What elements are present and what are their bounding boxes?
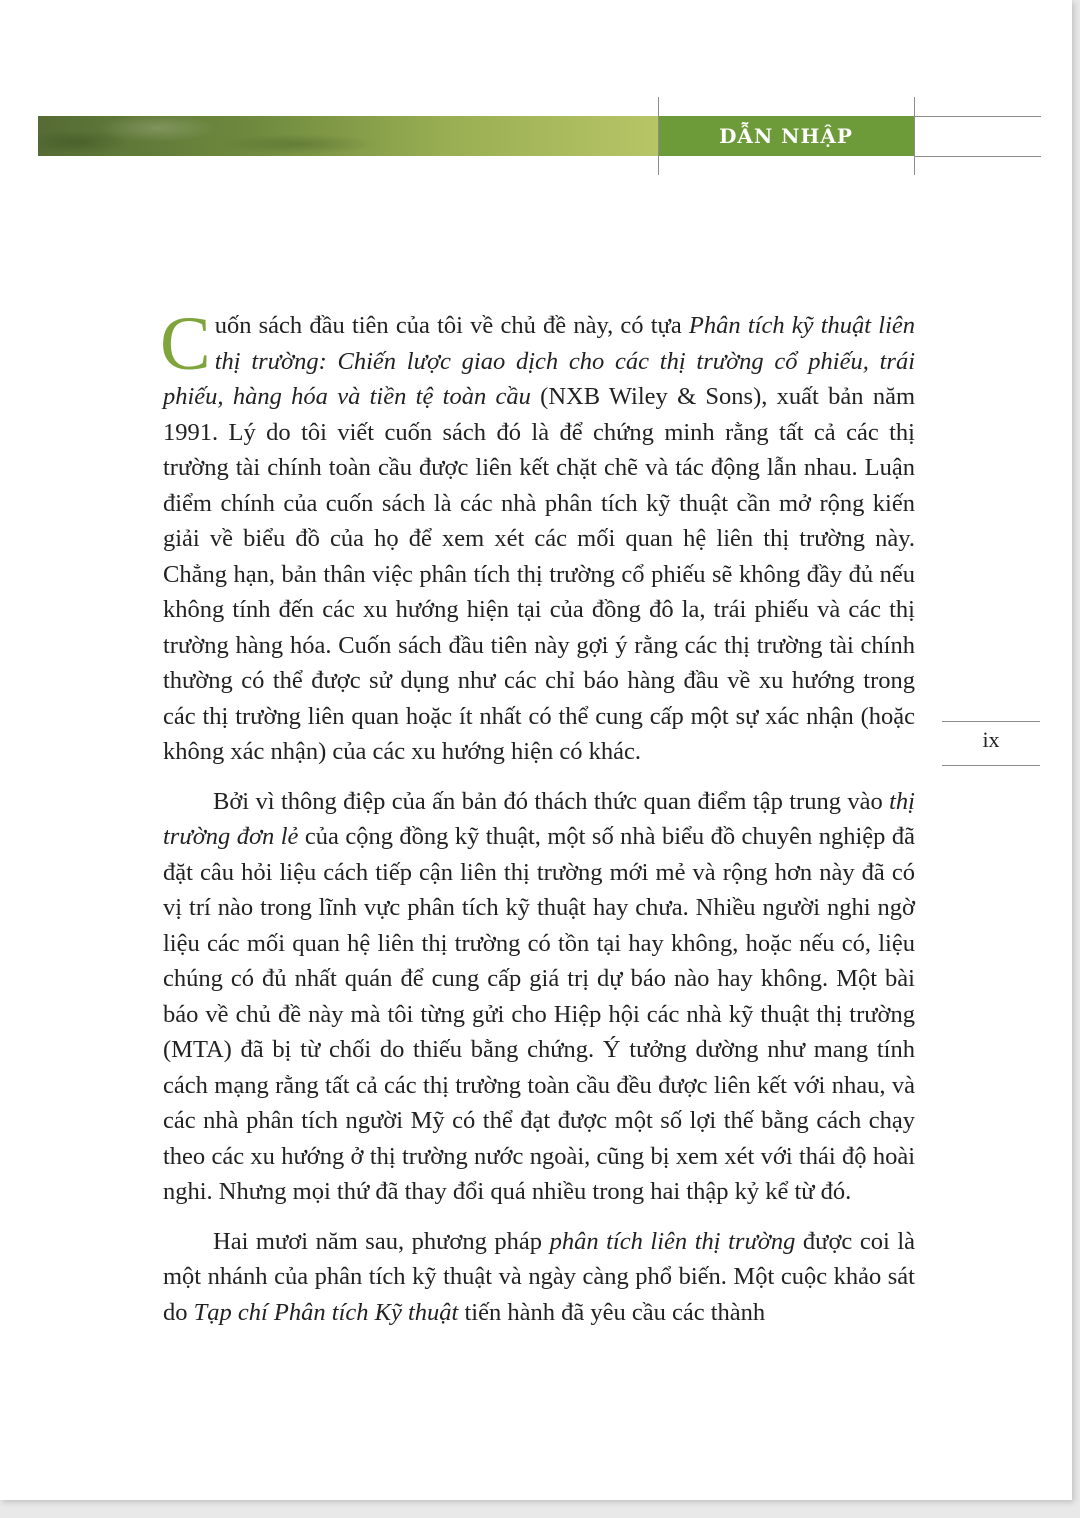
header-rule-top [914,116,1041,117]
emphasis-italic: thị trường đơn lẻ [163,787,915,850]
text-span: Hai mươi năm sau, phương pháp [213,1227,550,1255]
body-text [160,302,916,1330]
header-rule-right [914,97,915,175]
header-rule-left [658,97,659,175]
text-span: (NXB Wiley & Sons), xuất bản năm 1991. Lý do tôi viết cuốn sách đó là để chứng minh rằng tất cả các thị trường tài chính toàn cầu được liên kết chặt chẽ và tác động lẫn nhau. Luận điểm chính của cuốn sách là các nhà phân tích kỹ thuật cần mở rộng kiến giải về biểu đồ của họ để xem xét các mối quan hệ liên thị trường này. Chẳng hạn, bản thân việc phân tích thị trường cổ phiếu sẽ không đầy đủ nếu không tính đến các xu hướng hiện tại của đồng đô la, trái phiếu và các thị trường hàng hóa. Cuốn sách đầu tiên này gợi ý rằng các thị trường tài chính thường có thể được sử dụng như các chỉ báo hàng đầu về xu hướng trong các thị trường liên quan hoặc ít nhất có thể cung cấp một sự xác nhận (hoặc không xác nhận) của các xu hướng hiện có khác. [163,383,915,765]
paragraph-2 [163,784,915,1210]
chapter-title: DẪN NHẬP [719,124,853,148]
text-span: được coi là một nhánh của phân tích kỹ thuật và ngày càng phổ biến. Một cuộc khảo sát do [163,1227,915,1326]
page-number-rule-top [942,721,1040,722]
text-span: uốn sách đầu tiên của tôi về chủ đề này, có tựa [214,312,689,339]
header-rule-bottom [914,156,1041,157]
text-span: tiến hành đã yêu cầu các thành [458,1298,766,1326]
book-title-italic: Phân tích kỹ thuật liên thị trường: Chiến lược giao dịch cho các thị trường cổ phiếu, trái phiếu, hàng hóa và tiền tệ toàn cầu [163,312,916,410]
decorative-header-band [38,116,658,156]
page-number-rule-bottom [942,765,1040,766]
journal-title-italic: Tạp chí Phân tích Kỹ thuật [193,1298,459,1326]
text-span: Bởi vì thông điệp của ấn bản đó thách thức quan điểm tập trung vào [213,787,890,815]
paragraph-3 [163,1224,915,1331]
paragraph-1 [160,302,916,770]
text-span: của cộng đồng kỹ thuật, một số nhà biểu đồ chuyên nghiệp đã đặt câu hỏi liệu cách tiếp cận liên thị trường mới mẻ và rộng hơn này đã có vị trí nào trong lĩnh vực phân tích kỹ thuật hay chưa. Nhiều người nghi ngờ liệu các mối quan hệ liên thị trường có tồn tại hay không, hoặc nếu có, liệu chúng có đủ nhất quán để cung cấp giá trị dự báo nào hay không. Một bài báo về chủ đề này mà tôi từng gửi cho Hiệp hội các nhà kỹ thuật thị trường (MTA) đã bị từ chối do thiếu bằng chứng. Ý tưởng dường như mang tính cách mạng rằng tất cả các thị trường toàn cầu đều được liên kết với nhau, và các nhà phân tích người Mỹ có thể đạt được một số lợi thế bằng cách chạy theo các xu hướng ở thị trường nước ngoài, cũng bị xem xét với thái độ hoài nghi. Nhưng mọi thứ đã thay đổi quá nhiều trong hai thập kỷ kể từ đó. [163,823,915,1205]
page-number: ix [982,727,1000,752]
drop-cap: C [160,302,211,386]
chapter-header [658,116,914,156]
emphasis-italic: phân tích liên thị trường [549,1227,796,1255]
